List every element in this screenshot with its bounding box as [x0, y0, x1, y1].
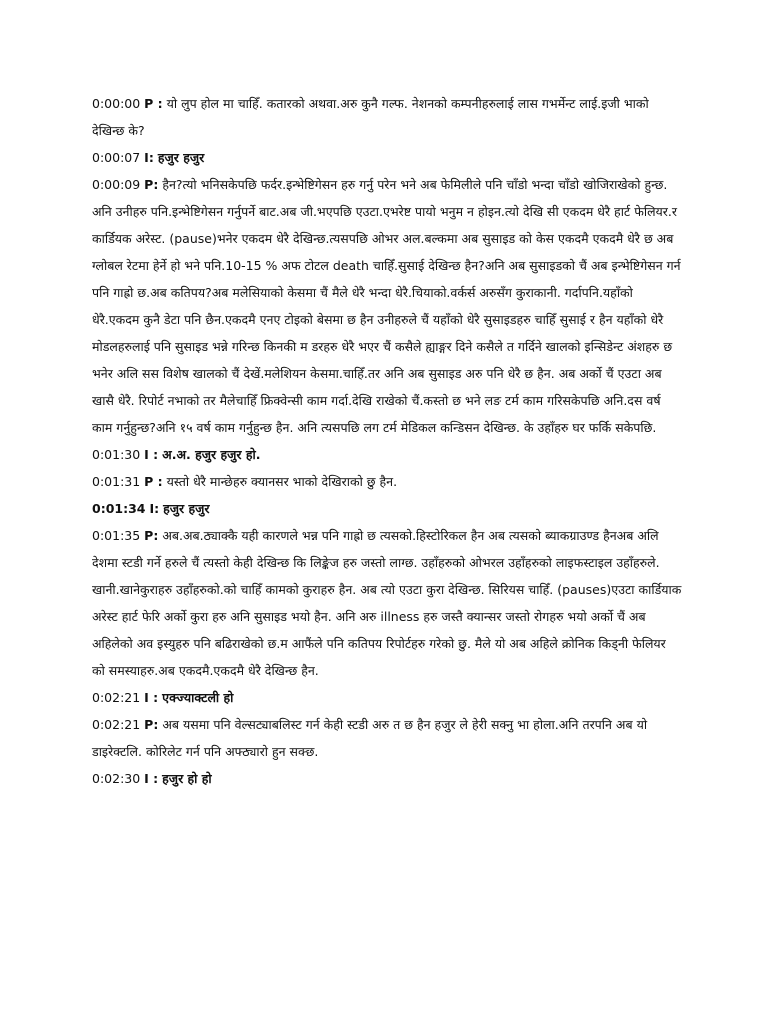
utterance-text: हैन?त्यो भनिसकेपछि फर्दर.इन्भेष्टिगेसन हरु गर्नु परेन भने अब फेमिलीले पनि चाँडो भन्दा चाँडो खोजिराखेको हुन्छ. अनि उनीहरु पनि.इन्भेष्टिगेसन गर्नुपर्ने बाट.अब जी.भएपछि एउटा.एभरेष्ट पायो भनुम न होइन.त्यो देखि सी एकदम धेरै हार्ट फेलियर.र कार्डियक अरेस्ट. (pause)भनेर एकदम धेरै देखिन्छ.त्यसपछि ओभर अल.बल्कमा अब सुसाइड को केस एकदमै एकदमै धेरै छ अब ग्लोबल रेटमा हेर्ने हो भने पनि.10-15 % अफ टोटल death चाहिँ.सुसाई देखिन्छ हैन?अनि अब सुसाइडको चैं अब इन्भेष्टिगेसन गर्न पनि गाह्रो छ.अब कतिपय?अब मलेसियाको केसमा चैं मैले धेरै भन्दा धेरै.चियाको.वर्कर्स अरुसँग कुराकानी. गर्दापनि.यहाँको धेरै.एकदम कुनै डेटा पनि छैन.एकदमै एनए टोइको बेसमा छ हैन उनीहरुले चैं यहाँको धेरै सुसाइडहरु चाहिँ सुसाई र हैन यहाँको धेरै मोडलहरुलाई पनि सुसाइड भन्ने गरिन्छ किनकी म डरहरु धेरै भएर चैं कसैले ह्याङ्गर दिने कसैले त गर्दिने खालको इन्सिडेन्ट अंशहरु छ भनेर अलि सस विशेष खालको चैं देखें.मलेशियन केसमा.चाहिँ.तर अनि अब सुसाइड अरु पनि धेरै छ हैन. अब अर्को चैं एउटा अब खासै धेरै. रिपोर्ट नभाको तर मैलेचाहिँ फ्रिक्वेन्सी काम गर्दा.देखि राखेको चैं.कस्तो छ भने लङ टर्म काम गरिसकेपछि अनि.दस वर्ष काम गर्नुहुन्छ?अनि १५ वर्ष काम गर्नुहुन्छ हैन. अनि त्यसपछि लग टर्म मेडिकल कन्डिसन देखिन्छ. के उहाँहरु घर फर्कि सकेपछि.	[92, 177, 681, 435]
speaker-label: P:	[144, 177, 159, 192]
transcript-entry	[92, 495, 682, 522]
speaker-label: I:	[149, 501, 160, 516]
speaker-label: I :	[144, 690, 159, 705]
timestamp: 0:01:31	[92, 474, 141, 489]
timestamp: 0:00:00	[92, 96, 141, 111]
utterance-text: एक्ज्याक्टली हो	[162, 690, 234, 705]
speaker-label: P :	[144, 96, 163, 111]
transcript-entry	[92, 522, 682, 684]
utterance-text: अब यसमा पनि वेल्सट्याबलिस्ट गर्न केही स्टडी अरु त छ हैन हजुर ले हेरी सक्नु भा होला.अनि तरपनि अब यो डाइरेक्टलि. कोरिलेट गर्न पनि अफ्ठ्यारो हुन सक्छ.	[92, 717, 648, 759]
timestamp: 0:02:21	[92, 690, 141, 705]
utterance-text: अ.अ. हजुर हजुर हो.	[162, 447, 261, 462]
transcript-entry	[92, 765, 682, 792]
transcript-entry	[92, 711, 682, 765]
speaker-label: I :	[144, 771, 159, 786]
transcript-entry	[92, 90, 682, 144]
speaker-label: I :	[144, 447, 159, 462]
transcript-entry	[92, 171, 682, 441]
speaker-label: P:	[144, 717, 159, 732]
utterance-text: यो लुप होल मा चाहिँ. कतारको अथवा.अरु कुनै गल्फ. नेशनको कम्पनीहरुलाई लास गभर्मेन्ट लाई.इजी भाको देखिन्छ के?	[92, 96, 649, 138]
transcript-entry	[92, 144, 682, 171]
utterance-text: हजुर हजुर	[157, 150, 205, 165]
timestamp: 0:01:30	[92, 447, 141, 462]
timestamp: 0:02:30	[92, 771, 141, 786]
utterance-text: हजुर हजुर	[163, 501, 210, 516]
transcript-entry	[92, 441, 682, 468]
timestamp: 0:02:21	[92, 717, 141, 732]
speaker-label: P:	[144, 528, 159, 543]
timestamp: 0:00:07	[92, 150, 141, 165]
timestamp: 0:00:09	[92, 177, 141, 192]
utterance-text: यस्तो धेरै मान्छेहरु क्यानसर भाको देखिराको छु हैन.	[166, 474, 398, 489]
speaker-label: P :	[144, 474, 163, 489]
utterance-text: हजुर हो हो	[162, 771, 212, 786]
timestamp: 0:01:34	[92, 501, 146, 516]
transcript-document	[92, 90, 682, 792]
utterance-text: अब.अब.ठ्याक्कै यही कारणले भन्न पनि गाह्रो छ त्यसको.हिस्टोरिकल हैन अब त्यसको ब्याकग्राउण्ड हैनअब अलि देशमा स्टडी गर्ने हरुले चैं त्यस्तो केही देखिन्छ कि लिङ्केज हरु जस्तो लाग्छ. उहाँहरुको ओभरल उहाँहरुको लाइफस्टाइल उहाँहरुले. खानी.खानेकुराहरु उहाँहरुको.को चाहिँ कामको कुराहरु हैन. अब त्यो एउटा कुरा देखिन्छ. सिरियस चाहिँ. (pauses)एउटा कार्डियाक अरेस्ट हार्ट फेरि अर्को कुरा हरु अनि सुसाइड भयो हैन. अनि अरु illness हरु जस्तै क्यान्सर जस्तो रोगहरु भयो अर्को चैं अब अहिलेको अव इस्युहरु पनि बढिराखेको छ.म आफैंले पनि कतिपय रिपोर्टहरु गरेको छु. मैले यो अब अहिले क्रोनिक किड्नी फेलियर को समस्याहरु.अब एकदमै.एकदमै धेरै देखिन्छ हैन.	[92, 528, 682, 678]
speaker-label: I:	[144, 150, 154, 165]
transcript-entry	[92, 684, 682, 711]
transcript-entry	[92, 468, 682, 495]
timestamp: 0:01:35	[92, 528, 141, 543]
